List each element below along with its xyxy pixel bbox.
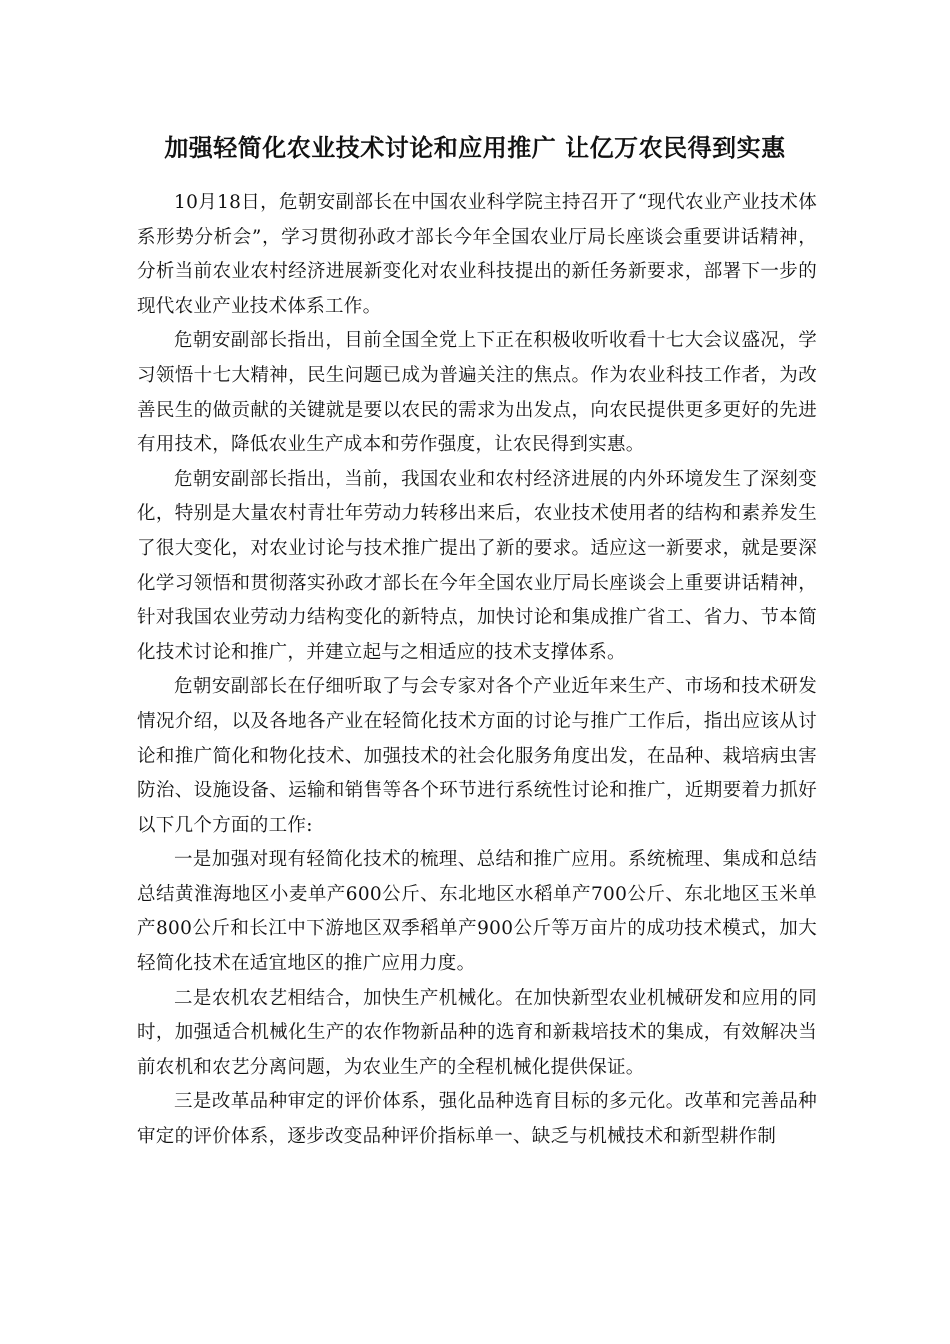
paragraph-point-three: 三是改革品种审定的评价体系，强化品种选育目标的多元化。改革和完善品种审定的评价体系，逐步改变品种评价指标单一、缺乏与机械技术和新型耕作制 [137,1091,817,1148]
paragraph-point-one: 一是加强对现有轻简化技术的梳理、总结和推广应用。系统梳理、集成和总结总结黄淮海地区小麦单产600公斤、东北地区水稻单产700公斤、东北地区玉米单产800公斤和长江中下游地区双季稻单产900公斤等万亩片的成功技术模式，加大轻简化技术在适宜地区的推广应用力度。 [137,849,817,975]
paragraph-meeting-intro: 10月18日，危朝安副部长在中国农业科学院主持召开了“现代农业产业技术体系形势分析会”，学习贯彻孙政才部长今年全国农业厅局长座谈会重要讲话精神，分析当前农业农村经济进展新变化对农业科技提出的新任务新要求，部署下一步的现代农业产业技术体系工作。 [137,192,817,317]
paragraph-point-two: 二是农机农艺相结合，加快生产机械化。在加快新型农业机械研发和应用的同时，加强适合机械化生产的农作物新品种的选育和新栽培技术的集成，有效解决当前农机和农艺分离问题，为农业生产的全程机械化提供保证。 [137,987,817,1078]
document-title: 加强轻简化农业技术讨论和应用推广 让亿万农民得到实惠 [164,133,786,162]
paragraph-environment-change: 危朝安副部长指出，当前，我国农业和农村经济进展的内外环境发生了深刻变化，特别是大量农村青壮年劳动力转移出来后，农业技术使用者的结构和素养发生了很大变化，对农业讨论与技术推广提出了新的要求。适应这一新要求，就是要深化学习领悟和贯彻落实孙政才部长在今年全国农业厅局长座谈会上重要讲话精神，针对我国农业劳动力结构变化的新特点，加快讨论和集成推广省工、省力、节本简化技术讨论和推广，并建立起与之相适应的技术支撑体系。 [137,468,817,663]
paragraph-work-priorities: 危朝安副部长在仔细听取了与会专家对各个产业近年来生产、市场和技术研发情况介绍，以及各地各产业在轻简化技术方面的讨论与推广工作后，指出应该从讨论和推广简化和物化技术、加强技术的社会化服务角度出发，在品种、栽培病虫害防治、设施设备、运输和销售等各个环节进行系统性讨论和推广，近期要着力抓好以下几个方面的工作: [137,676,817,836]
paragraph-livelihood: 危朝安副部长指出，目前全国全党上下正在积极收听收看十七大会议盛况，学习领悟十七大精神，民生问题已成为普遍关注的焦点。作为农业科技工作者，为改善民生的做贡献的关键就是要以农民的需求为出发点，向农民提供更多更好的先进有用技术，降低农业生产成本和劳作强度，让农民得到实惠。 [137,330,817,456]
document-body [137,186,817,1155]
